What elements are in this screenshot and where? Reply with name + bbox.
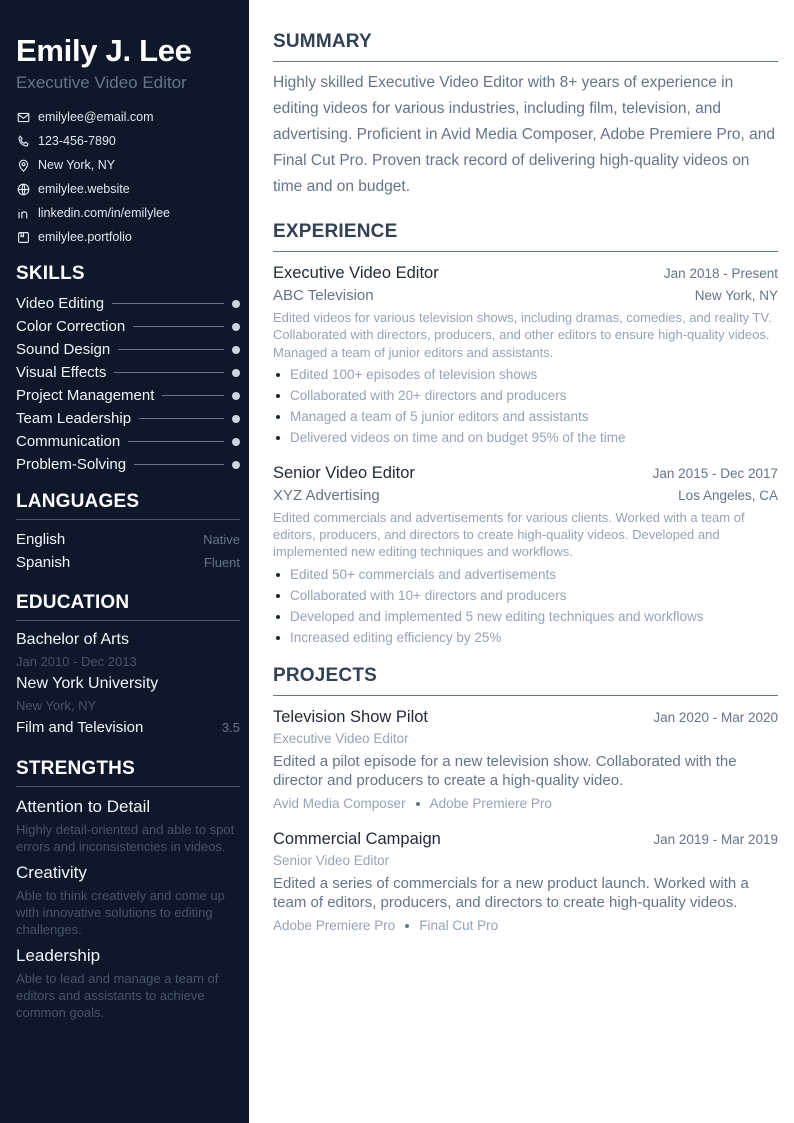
main-content [249, 0, 794, 1123]
globe-icon [16, 182, 30, 196]
candidate-name: Emily J. Lee [16, 33, 192, 68]
skill-dot [232, 415, 240, 423]
job-company: ABC Television [273, 287, 374, 304]
skill-dot [232, 300, 240, 308]
skill-rule [128, 441, 224, 442]
contact-website-text: emilylee.website [38, 182, 130, 196]
field-of-study: Film and Television [16, 719, 144, 736]
projects-section [273, 664, 778, 936]
job-entry [273, 462, 778, 648]
skill-label: Communication [16, 433, 121, 450]
strengths-heading: STRENGTHS [16, 757, 240, 787]
job-description: Edited videos for various television shows, including dramas, comedies, and reality TV. Collaborated with directors, producers, and other editors to ensure high-quality videos. Managed a team of junior editors and assistants. [273, 310, 772, 360]
project-dates: Jan 2019 - Mar 2019 [653, 831, 778, 847]
experience-section [273, 220, 778, 648]
strength-title: Attention to Detail [16, 797, 151, 816]
project-dates: Jan 2020 - Mar 2020 [653, 709, 778, 725]
skill-label: Team Leadership [16, 410, 132, 427]
skills-section [16, 262, 240, 476]
job-bullet: Edited 100+ episodes of television shows [273, 364, 778, 385]
job-company: XYZ Advertising [273, 486, 380, 504]
contact-linkedin[interactable] [16, 201, 240, 225]
job-entry [273, 262, 778, 448]
degree: Bachelor of Arts [16, 631, 129, 648]
project-description: Edited a pilot episode for a new television show. Collaborated with the director and producers to create a high-quality video. [273, 752, 737, 789]
field-row [16, 717, 240, 739]
languages-heading: LANGUAGES [16, 490, 240, 520]
strength-desc: Able to lead and manage a team of editors and assistants to achieve common goals. [16, 971, 219, 1020]
project-title: Commercial Campaign [273, 829, 441, 848]
strength-desc: Able to think creatively and come up with innovative solutions to editing challenges. [16, 888, 225, 937]
job-dates: Jan 2015 - Dec 2017 [652, 465, 778, 481]
contact-website[interactable] [16, 177, 240, 201]
language-level: Fluent [203, 555, 240, 570]
project-entry [273, 706, 778, 814]
skill-rule [118, 349, 224, 350]
skill-rule [162, 395, 224, 396]
skill-rule [133, 326, 224, 327]
linkedin-icon [16, 206, 30, 220]
project-tool: Adobe Premiere Pro [429, 795, 552, 811]
strength-desc: Highly detail-oriented and able to spot errors and inconsistencies in videos. [16, 822, 235, 854]
education-section [16, 591, 240, 739]
strength-title: Creativity [16, 863, 87, 882]
strength-item [16, 795, 240, 855]
skill-dot [232, 323, 240, 331]
skills-heading: SKILLS [16, 263, 85, 284]
job-dates: Jan 2018 - Present [663, 266, 778, 281]
project-title: Television Show Pilot [273, 707, 428, 726]
language-name: Spanish [16, 554, 71, 571]
skill-rule [134, 464, 224, 465]
language-level: Native [203, 532, 240, 547]
projects-heading: PROJECTS [273, 664, 778, 696]
job-bullet: Edited 50+ commercials and advertisements [273, 564, 778, 585]
experience-heading: EXPERIENCE [273, 220, 778, 252]
skill-item [16, 430, 240, 453]
contact-list [16, 105, 240, 249]
summary-heading: SUMMARY [273, 30, 778, 62]
skill-dot [232, 438, 240, 446]
gpa: 3.5 [221, 720, 240, 735]
project-tool: Avid Media Composer [273, 795, 406, 811]
education-heading: EDUCATION [16, 591, 240, 621]
strengths-list [16, 795, 240, 1021]
strength-item [16, 861, 240, 938]
job-title: Senior Video Editor [273, 463, 415, 482]
contact-location [16, 153, 240, 177]
sidebar [0, 0, 249, 1123]
strength-item [16, 944, 240, 1021]
job-location: Los Angeles, CA [678, 487, 778, 503]
skill-item [16, 384, 240, 407]
job-bullet: Increased editing efficiency by 25% [273, 627, 778, 648]
school-name: New York University [16, 675, 159, 692]
language-name: English [16, 531, 66, 548]
skill-rule [139, 418, 224, 419]
languages-section [16, 490, 240, 574]
project-tools [273, 794, 778, 814]
language-item [16, 551, 240, 574]
skill-rule [112, 303, 224, 304]
job-description: Edited commercials and advertisements for various clients. Worked with a team of editors, producers, and directors to create high-quality videos. Developed and implemented new editing techniques and workflows. [273, 509, 745, 560]
skill-label: Sound Design [16, 341, 111, 358]
skill-rule [114, 372, 224, 373]
education-dates: Jan 2010 - Dec 2013 [16, 654, 137, 669]
headline: Executive Video Editor [16, 73, 187, 92]
job-bullets [273, 364, 778, 448]
strengths-section [16, 757, 240, 1021]
skill-label: Color Correction [16, 318, 126, 335]
location-pin-icon [16, 158, 30, 172]
contact-phone[interactable] [16, 129, 240, 153]
project-entry [273, 828, 778, 936]
contact-email[interactable] [16, 105, 240, 129]
skill-dot [232, 369, 240, 377]
summary-text: Highly skilled Executive Video Editor with 8+ years of experience in editing videos for various industries, including film, television, and advertising. Proficient in Avid Media Composer, Adobe Premiere Pro, and Final Cut Pro. Proven track record of delivering high-quality videos on time and on budget. [273, 74, 776, 195]
skills-list [16, 292, 240, 476]
skill-dot [232, 346, 240, 354]
project-role: Executive Video Editor [273, 730, 409, 746]
job-bullet: Collaborated with 20+ directors and producers [273, 385, 778, 406]
tool-separator [405, 924, 409, 928]
skill-label: Visual Effects [16, 364, 107, 381]
skill-item [16, 407, 240, 430]
job-bullet: Managed a team of 5 junior editors and assistants [273, 406, 778, 427]
skill-item [16, 315, 240, 338]
skill-item [16, 361, 240, 384]
contact-linkedin-text: linkedin.com/in/emilylee [38, 206, 171, 220]
contact-portfolio-text: emilylee.portfolio [38, 230, 132, 244]
skill-label: Problem-Solving [16, 456, 127, 473]
project-tool: Adobe Premiere Pro [273, 917, 396, 933]
contact-phone-text: 123-456-7890 [38, 134, 116, 148]
tool-separator [416, 802, 420, 806]
project-description: Edited a series of commercials for a new product launch. Worked with a team of editors, producers, and directors to create high-quality videos. [273, 874, 749, 911]
phone-icon [16, 134, 30, 148]
project-tools [273, 916, 778, 936]
contact-portfolio[interactable] [16, 225, 240, 249]
skill-label: Project Management [16, 387, 155, 404]
job-bullets [273, 564, 778, 648]
project-tool: Final Cut Pro [419, 917, 499, 933]
languages-list [16, 528, 240, 574]
job-bullet: Developed and implemented 5 new editing techniques and workflows [273, 606, 778, 627]
contact-email-text: emilylee@email.com [38, 110, 154, 124]
language-item [16, 528, 240, 551]
job-location: New York, NY [694, 288, 778, 303]
job-bullet: Delivered videos on time and on budget 95% of the time [273, 427, 778, 448]
job-bullet: Collaborated with 10+ directors and producers [273, 585, 778, 606]
skill-item [16, 292, 240, 315]
project-role: Senior Video Editor [273, 852, 390, 868]
job-title: Executive Video Editor [273, 264, 439, 282]
school-location: New York, NY [16, 698, 97, 713]
contact-location-text: New York, NY [38, 158, 116, 172]
education-entry [16, 629, 240, 739]
skill-item [16, 453, 240, 476]
skill-label: Video Editing [16, 295, 105, 312]
mail-icon [16, 110, 30, 124]
skill-item [16, 338, 240, 361]
skill-dot [232, 392, 240, 400]
summary-section [273, 30, 778, 200]
portfolio-icon [16, 230, 30, 244]
strength-title: Leadership [16, 946, 101, 965]
skill-dot [232, 461, 240, 469]
